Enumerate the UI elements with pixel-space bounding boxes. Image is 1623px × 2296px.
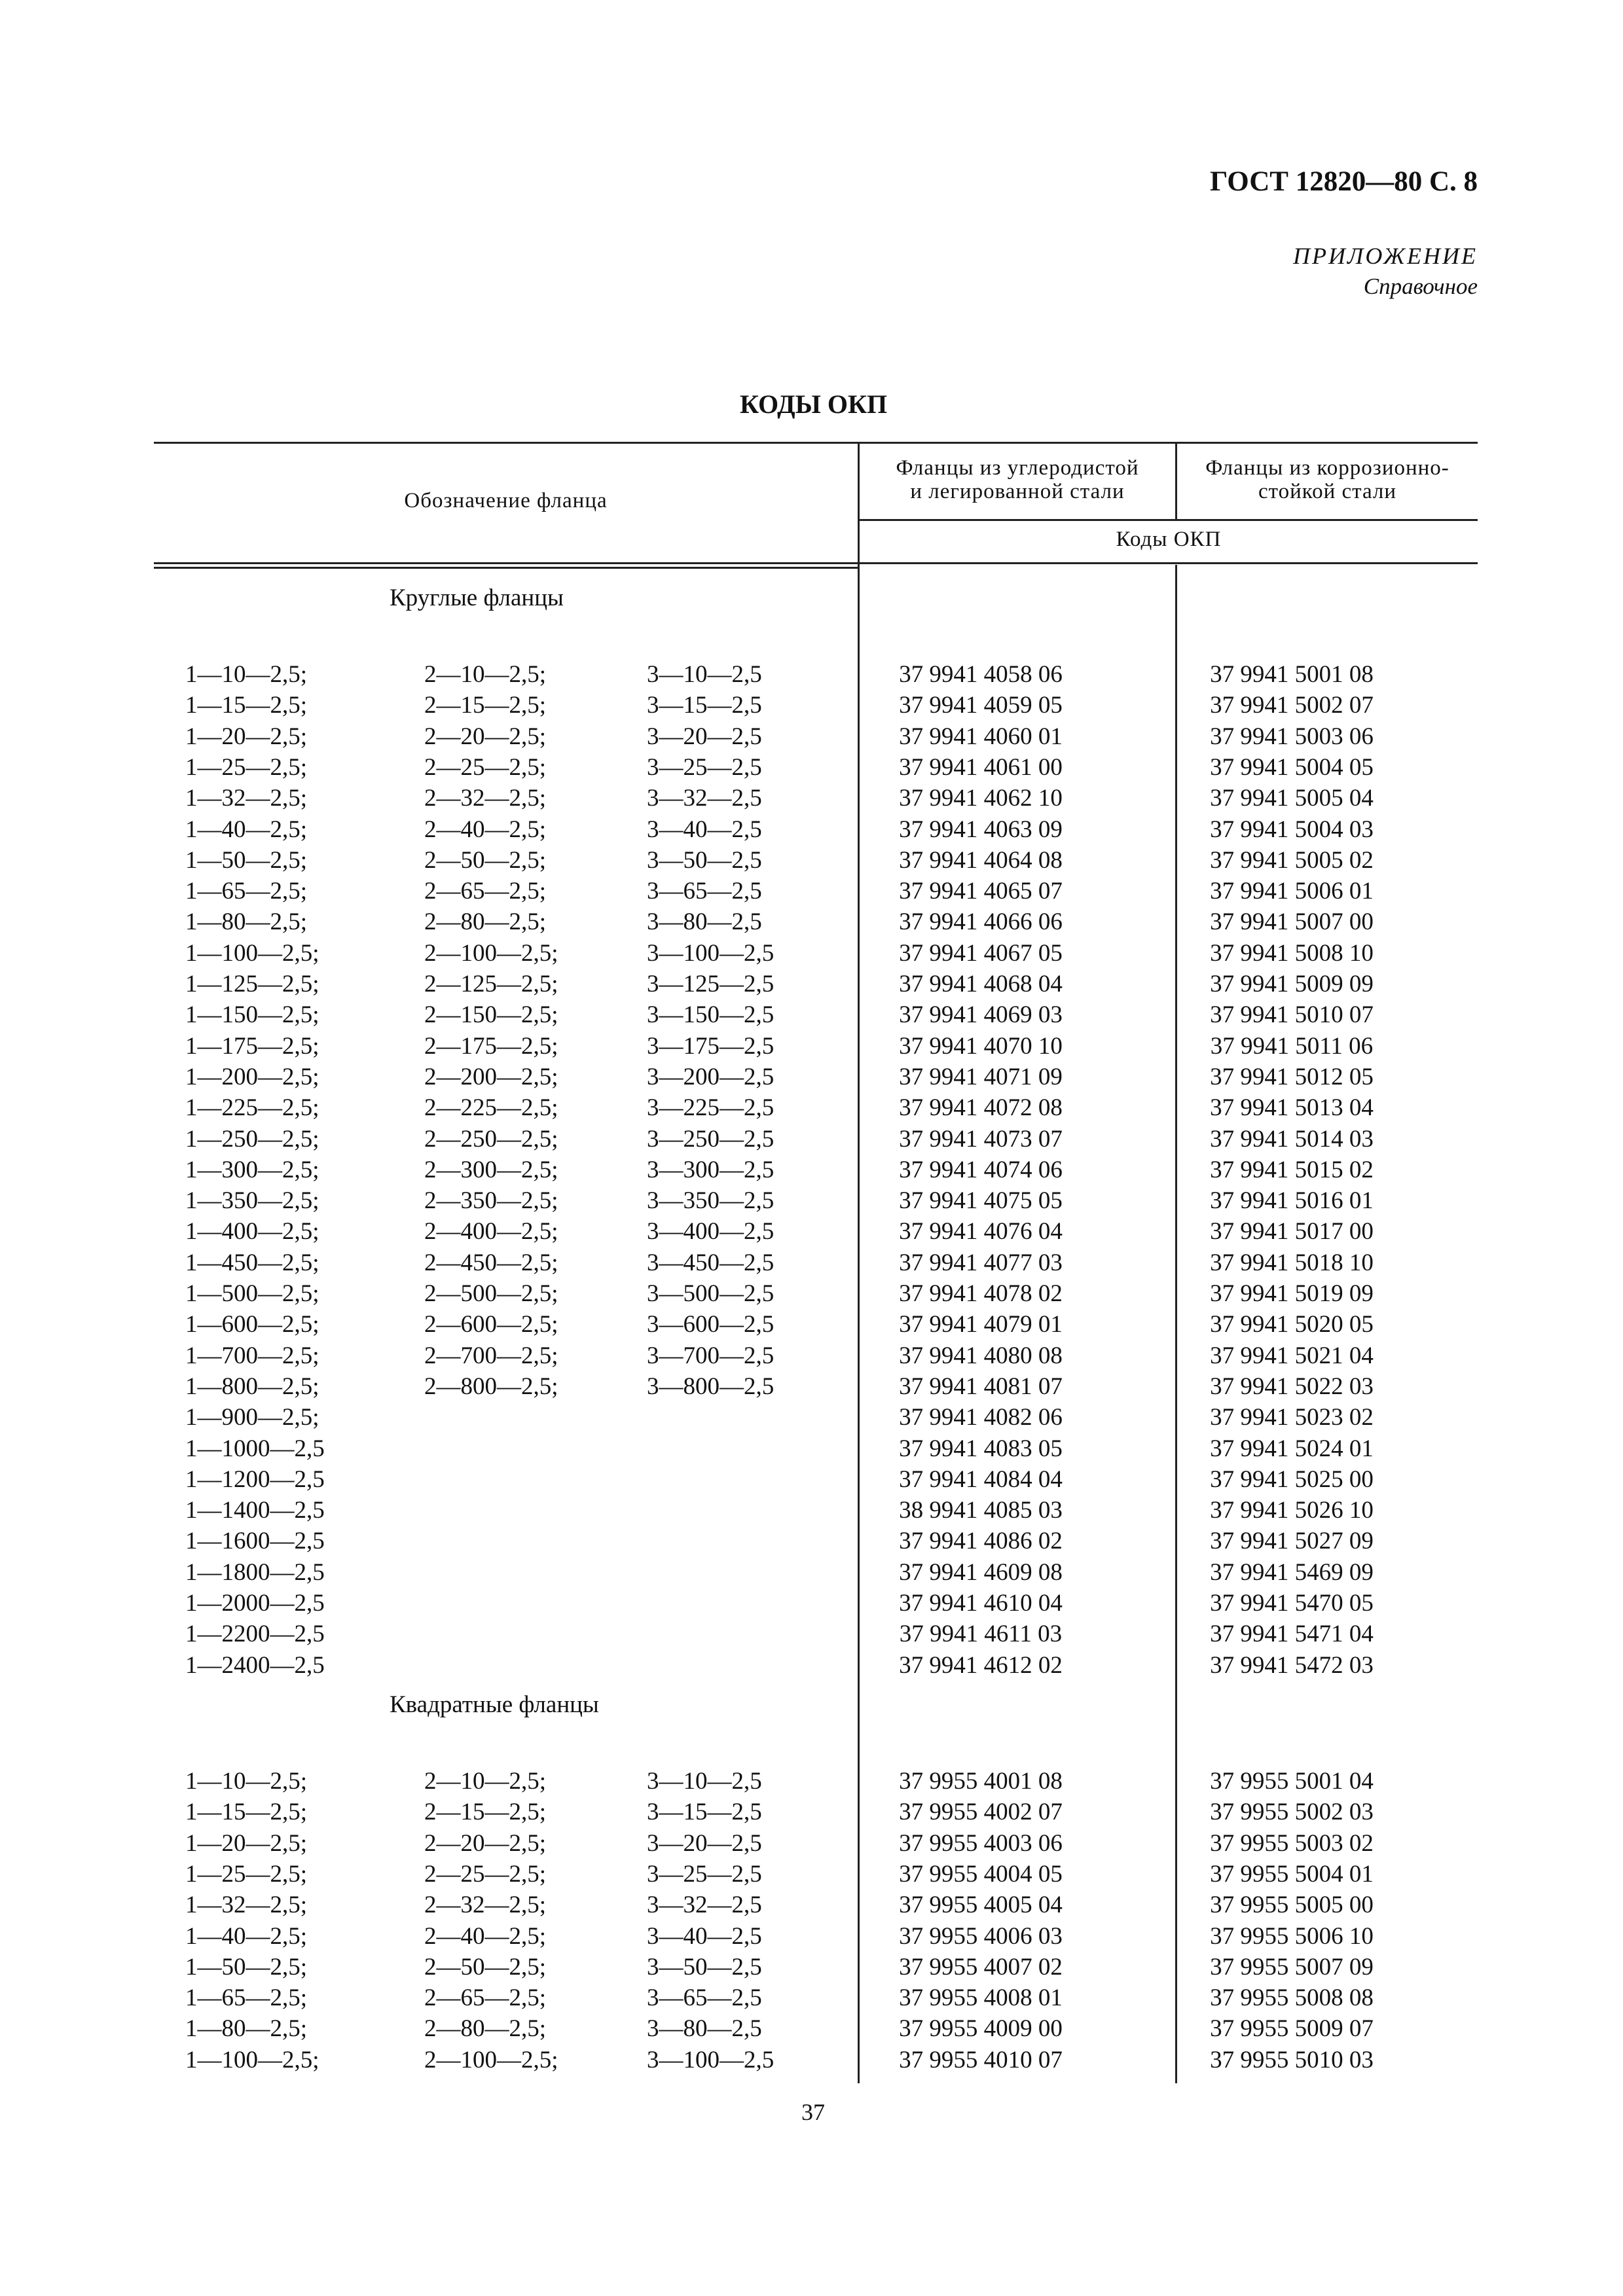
designation-cell: 1—40—2,5; <box>185 816 308 843</box>
table-row <box>154 691 1478 722</box>
designation-cell: 2—400—2,5; <box>424 1218 558 1246</box>
designation-cell: 3—150—2,5 <box>647 1001 775 1029</box>
carbon-steel-code-cell: 37 9955 4010 07 <box>899 2046 1063 2073</box>
header-okp-codes: Коды ОКП <box>1116 528 1222 551</box>
stainless-steel-code-cell: 37 9941 5019 09 <box>1210 1280 1374 1307</box>
designation-cell: 1—175—2,5; <box>185 1032 319 1060</box>
table-row <box>154 1922 1478 1953</box>
stainless-steel-code-cell: 37 9955 5001 04 <box>1210 1768 1374 1795</box>
designation-cell: 3—700—2,5 <box>647 1342 775 1369</box>
carbon-steel-code-cell: 37 9941 4060 01 <box>899 723 1063 750</box>
designation-cell: 3—100—2,5 <box>647 2046 775 2073</box>
designation-cell: 1—225—2,5; <box>185 1094 319 1122</box>
table-row <box>154 1342 1478 1372</box>
header-stainless-steel-line1: Фланцы из коррозионно- <box>1205 456 1450 480</box>
designation-cell: 1—300—2,5; <box>185 1156 319 1183</box>
table-row <box>154 908 1478 939</box>
designation-cell: 3—25—2,5 <box>647 753 762 781</box>
header-carbon-steel-line1: Фланцы из углеродистой <box>896 456 1139 480</box>
designation-cell: 2—125—2,5; <box>424 971 558 997</box>
carbon-steel-code-cell: 37 9941 4074 06 <box>899 1156 1063 1183</box>
table-row <box>154 723 1478 753</box>
designation-cell: 2—225—2,5; <box>424 1094 558 1122</box>
designation-cell: 3—600—2,5 <box>647 1311 775 1338</box>
carbon-steel-code-cell: 37 9941 4065 07 <box>899 878 1063 905</box>
designation-cell: 1—65—2,5; <box>185 1984 308 2012</box>
designation-cell: 2—20—2,5; <box>424 723 547 750</box>
stainless-steel-code-cell: 37 9941 5016 01 <box>1210 1187 1374 1215</box>
stainless-steel-code-cell: 37 9955 5010 03 <box>1210 2046 1374 2073</box>
table-row <box>154 1798 1478 1829</box>
designation-cell: 2—15—2,5; <box>424 692 547 719</box>
carbon-steel-code-cell: 38 9941 4085 03 <box>899 1497 1063 1524</box>
stainless-steel-code-cell: 37 9941 5012 05 <box>1210 1063 1374 1090</box>
carbon-steel-code-cell: 37 9941 4612 02 <box>899 1651 1063 1679</box>
table-top-rule <box>154 442 1478 444</box>
designation-cell: 3—250—2,5 <box>647 1125 775 1153</box>
designation-cell: 1—1600—2,5 <box>185 1528 325 1555</box>
stainless-steel-code-cell: 37 9941 5015 02 <box>1210 1156 1374 1183</box>
designation-cell: 1—500—2,5; <box>185 1280 319 1307</box>
carbon-steel-code-cell: 37 9955 4003 06 <box>899 1829 1063 1857</box>
designation-cell: 2—25—2,5; <box>424 753 547 781</box>
stainless-steel-code-cell: 37 9955 5006 10 <box>1210 1922 1374 1950</box>
designation-cell: 1—1800—2,5 <box>185 1558 325 1586</box>
designation-cell: 1—2000—2,5 <box>185 1590 325 1617</box>
carbon-steel-code-cell: 37 9941 4083 05 <box>899 1435 1063 1462</box>
designation-cell: 1—40—2,5; <box>185 1922 308 1950</box>
table-row <box>154 2015 1478 2045</box>
designation-cell: 3—25—2,5 <box>647 1860 762 1888</box>
designation-cell: 1—700—2,5; <box>185 1342 319 1369</box>
designation-cell: 2—500—2,5; <box>424 1280 558 1307</box>
designation-cell: 1—15—2,5; <box>185 1799 308 1826</box>
designation-cell: 2—10—2,5; <box>424 1768 547 1795</box>
designation-cell: 1—50—2,5; <box>185 1953 308 1981</box>
designation-cell: 2—40—2,5; <box>424 816 547 843</box>
designation-cell: 1—600—2,5; <box>185 1311 319 1338</box>
carbon-steel-code-cell: 37 9941 4073 07 <box>899 1125 1063 1153</box>
carbon-steel-code-cell: 37 9941 4081 07 <box>899 1372 1063 1400</box>
stainless-steel-code-cell: 37 9941 5008 10 <box>1210 939 1374 967</box>
designation-cell: 2—10—2,5; <box>424 661 547 688</box>
table-row <box>154 1984 1478 2015</box>
designation-cell: 1—450—2,5; <box>185 1249 319 1276</box>
designation-cell: 1—1200—2,5 <box>185 1465 325 1493</box>
stainless-steel-code-cell: 37 9941 5005 02 <box>1210 846 1374 874</box>
carbon-steel-code-cell: 37 9941 4610 04 <box>899 1590 1063 1617</box>
table-row <box>154 1372 1478 1403</box>
stainless-steel-code-cell: 37 9955 5008 08 <box>1210 1984 1374 2012</box>
designation-cell: 1—32—2,5; <box>185 1892 308 1919</box>
carbon-steel-code-cell: 37 9941 4078 02 <box>899 1280 1063 1307</box>
designation-cell: 1—50—2,5; <box>185 846 308 874</box>
page-number: 37 <box>801 2099 825 2125</box>
header-bottom-rule-1 <box>154 562 1478 564</box>
table-row <box>154 2046 1478 2077</box>
designation-cell: 1—10—2,5; <box>185 1768 308 1795</box>
stainless-steel-code-cell: 37 9941 5027 09 <box>1210 1528 1374 1555</box>
header-designation: Обозначение фланца <box>404 489 608 512</box>
designation-cell: 1—15—2,5; <box>185 692 308 719</box>
stainless-steel-code-cell: 37 9941 5001 08 <box>1210 661 1374 688</box>
stainless-steel-code-cell: 37 9941 5025 00 <box>1210 1465 1374 1493</box>
table-row <box>154 1527 1478 1558</box>
designation-cell: 1—150—2,5; <box>185 1001 319 1029</box>
designation-cell: 2—65—2,5; <box>424 1984 547 2012</box>
carbon-steel-code-cell: 37 9941 4058 06 <box>899 661 1063 688</box>
stainless-steel-code-cell: 37 9955 5003 02 <box>1210 1829 1374 1857</box>
designation-cell: 1—125—2,5; <box>185 971 319 997</box>
table-row <box>154 877 1478 908</box>
stainless-steel-code-cell: 37 9955 5005 00 <box>1210 1892 1374 1919</box>
table-row <box>154 1589 1478 1620</box>
table-row <box>154 1094 1478 1124</box>
designation-cell: 3—10—2,5 <box>647 661 762 688</box>
carbon-steel-code-cell: 37 9941 4063 09 <box>899 816 1063 843</box>
header-stainless-steel-line2: стойкой стали <box>1258 480 1397 503</box>
designation-cell: 2—100—2,5; <box>424 2046 558 2073</box>
designation-cell: 3—450—2,5 <box>647 1249 775 1276</box>
designation-cell: 3—20—2,5 <box>647 1829 762 1857</box>
table-row <box>154 1280 1478 1310</box>
table-row <box>154 1125 1478 1156</box>
stainless-steel-code-cell: 37 9941 5014 03 <box>1210 1125 1374 1153</box>
designation-cell: 1—2400—2,5 <box>185 1651 325 1679</box>
designation-cell: 2—32—2,5; <box>424 1892 547 1919</box>
designation-cell: 3—40—2,5 <box>647 1922 762 1950</box>
table-row <box>154 1829 1478 1860</box>
carbon-steel-code-cell: 37 9941 4077 03 <box>899 1249 1063 1276</box>
designation-cell: 3—175—2,5 <box>647 1032 775 1060</box>
designation-cell: 2—150—2,5; <box>424 1001 558 1029</box>
stainless-steel-code-cell: 37 9941 5004 03 <box>1210 816 1374 843</box>
table-row <box>154 660 1478 691</box>
carbon-steel-code-cell: 37 9941 4609 08 <box>899 1558 1063 1586</box>
stainless-steel-code-cell: 37 9941 5007 00 <box>1210 908 1374 936</box>
designation-cell: 1—25—2,5; <box>185 1860 308 1888</box>
designation-cell: 1—800—2,5; <box>185 1372 319 1400</box>
table-row <box>154 970 1478 1001</box>
designation-cell: 3—40—2,5 <box>647 816 762 843</box>
designation-cell: 3—400—2,5 <box>647 1218 775 1246</box>
designation-cell: 1—100—2,5; <box>185 939 319 967</box>
designation-cell: 3—50—2,5 <box>647 1953 762 1981</box>
designation-cell: 3—20—2,5 <box>647 723 762 750</box>
stainless-steel-code-cell: 37 9941 5017 00 <box>1210 1218 1374 1246</box>
stainless-steel-code-cell: 37 9941 5471 04 <box>1210 1621 1374 1648</box>
okp-codes-table <box>154 442 1478 2083</box>
carbon-steel-code-cell: 37 9941 4067 05 <box>899 939 1063 967</box>
carbon-steel-code-cell: 37 9941 4059 05 <box>899 692 1063 719</box>
section-title: Круглые фланцы <box>390 584 564 611</box>
designation-cell: 2—50—2,5; <box>424 846 547 874</box>
stainless-steel-code-cell: 37 9941 5006 01 <box>1210 878 1374 905</box>
designation-cell: 2—300—2,5; <box>424 1156 558 1183</box>
table-row <box>154 1187 1478 1217</box>
designation-cell: 2—20—2,5; <box>424 1829 547 1857</box>
carbon-steel-code-cell: 37 9941 4071 09 <box>899 1063 1063 1090</box>
carbon-steel-code-cell: 37 9941 4064 08 <box>899 846 1063 874</box>
designation-cell: 2—800—2,5; <box>424 1372 558 1400</box>
carbon-steel-code-cell: 37 9941 4068 04 <box>899 971 1063 997</box>
designation-cell: 3—50—2,5 <box>647 846 762 874</box>
table-row <box>154 1860 1478 1891</box>
table-row <box>154 1217 1478 1248</box>
designation-cell: 2—80—2,5; <box>424 908 547 936</box>
designation-cell: 1—80—2,5; <box>185 908 308 936</box>
stainless-steel-code-cell: 37 9941 5010 07 <box>1210 1001 1374 1029</box>
stainless-steel-code-cell: 37 9941 5470 05 <box>1210 1590 1374 1617</box>
designation-cell: 2—175—2,5; <box>424 1032 558 1060</box>
stainless-steel-code-cell: 37 9955 5009 07 <box>1210 2015 1374 2043</box>
carbon-steel-code-cell: 37 9941 4079 01 <box>899 1311 1063 1338</box>
table-row <box>154 846 1478 877</box>
stainless-steel-code-cell: 37 9955 5007 09 <box>1210 1953 1374 1981</box>
carbon-steel-code-cell: 37 9941 4066 06 <box>899 908 1063 936</box>
stainless-steel-code-cell: 37 9941 5024 01 <box>1210 1435 1374 1462</box>
table-row <box>154 1496 1478 1527</box>
designation-cell: 2—100—2,5; <box>424 939 558 967</box>
designation-cell: 1—25—2,5; <box>185 753 308 781</box>
table-row <box>154 1001 1478 1031</box>
table-row <box>154 816 1478 846</box>
stainless-steel-code-cell: 37 9955 5004 01 <box>1210 1860 1374 1888</box>
designation-cell: 1—900—2,5; <box>185 1404 319 1431</box>
stainless-steel-code-cell: 37 9941 5018 10 <box>1210 1249 1374 1276</box>
header-inner-rule <box>858 519 1478 521</box>
carbon-steel-code-cell: 37 9955 4006 03 <box>899 1922 1063 1950</box>
designation-cell: 2—50—2,5; <box>424 1953 547 1981</box>
designation-cell: 2—250—2,5; <box>424 1125 558 1153</box>
table-row <box>154 1620 1478 1651</box>
designation-cell: 3—225—2,5 <box>647 1094 775 1122</box>
carbon-steel-code-cell: 37 9955 4007 02 <box>899 1953 1063 1981</box>
stainless-steel-code-cell: 37 9941 5472 03 <box>1210 1651 1374 1679</box>
carbon-steel-code-cell: 37 9955 4002 07 <box>899 1799 1063 1826</box>
designation-cell: 1—200—2,5; <box>185 1063 319 1090</box>
carbon-steel-code-cell: 37 9941 4061 00 <box>899 753 1063 781</box>
carbon-steel-code-cell: 37 9941 4076 04 <box>899 1218 1063 1246</box>
designation-cell: 3—10—2,5 <box>647 1768 762 1795</box>
designation-cell: 2—15—2,5; <box>424 1799 547 1826</box>
carbon-steel-code-cell: 37 9941 4084 04 <box>899 1465 1063 1493</box>
designation-cell: 1—32—2,5; <box>185 785 308 812</box>
designation-cell: 3—800—2,5 <box>647 1372 775 1400</box>
designation-cell: 2—32—2,5; <box>424 785 547 812</box>
appendix-label: ПРИЛОЖЕНИЕ <box>1293 243 1478 269</box>
stainless-steel-code-cell: 37 9941 5011 06 <box>1210 1032 1374 1060</box>
designation-cell: 2—450—2,5; <box>424 1249 558 1276</box>
stainless-steel-code-cell: 37 9941 5021 04 <box>1210 1342 1374 1369</box>
stainless-steel-code-cell: 37 9941 5003 06 <box>1210 723 1374 750</box>
designation-cell: 3—80—2,5 <box>647 908 762 936</box>
table-row <box>154 784 1478 815</box>
designation-cell: 3—32—2,5 <box>647 1892 762 1919</box>
designation-cell: 3—65—2,5 <box>647 878 762 905</box>
designation-cell: 2—350—2,5; <box>424 1187 558 1215</box>
carbon-steel-code-cell: 37 9941 4072 08 <box>899 1094 1063 1122</box>
designation-cell: 3—65—2,5 <box>647 1984 762 2012</box>
table-row <box>154 1435 1478 1465</box>
designation-cell: 1—1400—2,5 <box>185 1497 325 1524</box>
carbon-steel-code-cell: 37 9955 4004 05 <box>899 1860 1063 1888</box>
table-row <box>154 1558 1478 1589</box>
table-row <box>154 1953 1478 1984</box>
carbon-steel-code-cell: 37 9955 4001 08 <box>899 1768 1063 1795</box>
designation-cell: 1—20—2,5; <box>185 1829 308 1857</box>
designation-cell: 1—350—2,5; <box>185 1187 319 1215</box>
stainless-steel-code-cell: 37 9941 5023 02 <box>1210 1404 1374 1431</box>
designation-cell: 3—100—2,5 <box>647 939 775 967</box>
table-row <box>154 753 1478 784</box>
stainless-steel-code-cell: 37 9941 5026 10 <box>1210 1497 1374 1524</box>
header-carbon-steel-line2: и легированной стали <box>910 480 1125 503</box>
designation-cell: 1—65—2,5; <box>185 878 308 905</box>
stainless-steel-code-cell: 37 9941 5020 05 <box>1210 1311 1374 1338</box>
designation-cell: 1—80—2,5; <box>185 2015 308 2043</box>
carbon-steel-code-cell: 37 9955 4005 04 <box>899 1892 1063 1919</box>
carbon-steel-code-cell: 37 9941 4062 10 <box>899 785 1063 812</box>
table-title: КОДЫ ОКП <box>740 389 888 419</box>
designation-cell: 3—125—2,5 <box>647 971 775 997</box>
designation-cell: 3—350—2,5 <box>647 1187 775 1215</box>
designation-cell: 2—25—2,5; <box>424 1860 547 1888</box>
designation-cell: 1—100—2,5; <box>185 2046 319 2073</box>
designation-cell: 1—2200—2,5 <box>185 1621 325 1648</box>
carbon-steel-code-cell: 37 9941 4080 08 <box>899 1342 1063 1369</box>
designation-cell: 1—400—2,5; <box>185 1218 319 1246</box>
reference-label: Справочное <box>1363 274 1478 299</box>
designation-cell: 2—200—2,5; <box>424 1063 558 1090</box>
stainless-steel-code-cell: 37 9941 5009 09 <box>1210 971 1374 997</box>
stainless-steel-code-cell: 37 9941 5002 07 <box>1210 692 1374 719</box>
designation-cell: 1—10—2,5; <box>185 661 308 688</box>
table-row <box>154 1767 1478 1798</box>
designation-cell: 3—32—2,5 <box>647 785 762 812</box>
designation-cell: 3—300—2,5 <box>647 1156 775 1183</box>
designation-cell: 2—700—2,5; <box>424 1342 558 1369</box>
designation-cell: 2—40—2,5; <box>424 1922 547 1950</box>
stainless-steel-code-cell: 37 9941 5004 05 <box>1210 753 1374 781</box>
document-header-title: ГОСТ 12820—80 С. 8 <box>1209 166 1478 197</box>
designation-cell: 2—80—2,5; <box>424 2015 547 2043</box>
carbon-steel-code-cell: 37 9941 4075 05 <box>899 1187 1063 1215</box>
table-row <box>154 1249 1478 1280</box>
designation-cell: 3—15—2,5 <box>647 692 762 719</box>
stainless-steel-code-cell: 37 9955 5002 03 <box>1210 1799 1374 1826</box>
carbon-steel-code-cell: 37 9941 4086 02 <box>899 1528 1063 1555</box>
table-row <box>154 1403 1478 1434</box>
designation-cell: 3—15—2,5 <box>647 1799 762 1826</box>
stainless-steel-code-cell: 37 9941 5013 04 <box>1210 1094 1374 1122</box>
stainless-steel-code-cell: 37 9941 5022 03 <box>1210 1372 1374 1400</box>
table-row <box>154 1156 1478 1187</box>
table-row <box>154 1651 1478 1682</box>
designation-cell: 1—20—2,5; <box>185 723 308 750</box>
table-row <box>154 1465 1478 1496</box>
table-row <box>154 1891 1478 1922</box>
table-row <box>154 1032 1478 1063</box>
table-row <box>154 939 1478 970</box>
designation-cell: 3—200—2,5 <box>647 1063 775 1090</box>
designation-cell: 2—65—2,5; <box>424 878 547 905</box>
designation-cell: 3—500—2,5 <box>647 1280 775 1307</box>
designation-cell: 2—600—2,5; <box>424 1311 558 1338</box>
carbon-steel-code-cell: 37 9955 4008 01 <box>899 1984 1063 2012</box>
carbon-steel-code-cell: 37 9941 4070 10 <box>899 1032 1063 1060</box>
carbon-steel-code-cell: 37 9941 4082 06 <box>899 1404 1063 1431</box>
designation-cell: 3—80—2,5 <box>647 2015 762 2043</box>
carbon-steel-code-cell: 37 9955 4009 00 <box>899 2015 1063 2043</box>
carbon-steel-code-cell: 37 9941 4069 03 <box>899 1001 1063 1029</box>
designation-cell: 1—1000—2,5 <box>185 1435 325 1462</box>
header-bottom-rule-2 <box>154 567 858 569</box>
designation-cell: 1—250—2,5; <box>185 1125 319 1153</box>
carbon-steel-code-cell: 37 9941 4611 03 <box>899 1621 1063 1648</box>
stainless-steel-code-cell: 37 9941 5005 04 <box>1210 785 1374 812</box>
table-row <box>154 1063 1478 1094</box>
table-row <box>154 1310 1478 1341</box>
stainless-steel-code-cell: 37 9941 5469 09 <box>1210 1558 1374 1586</box>
section-title: Квадратные фланцы <box>390 1691 599 1718</box>
